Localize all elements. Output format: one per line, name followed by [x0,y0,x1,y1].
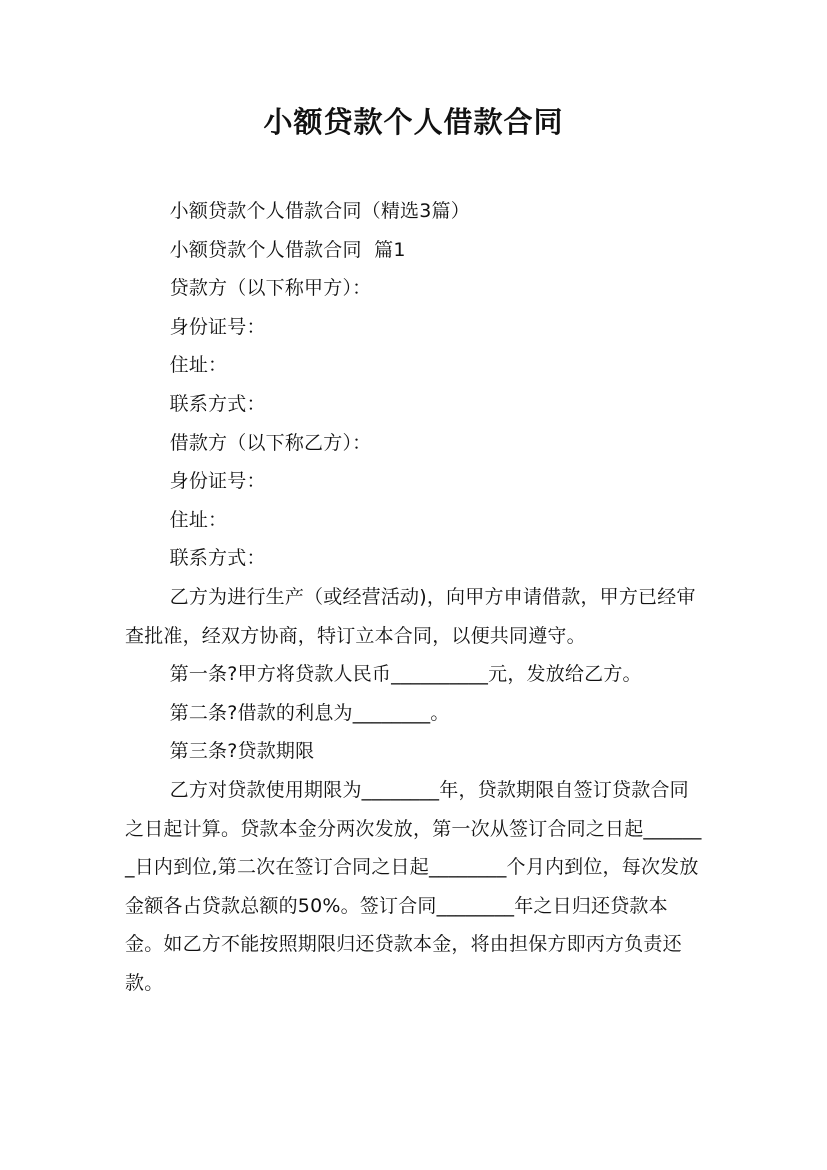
borrower-id-label: 身份证号： [169,470,266,493]
article-2: 第二条?借款的利息为________。 [169,701,450,724]
article-3-heading: 第三条?贷款期限 [169,740,315,763]
article-1: 第一条?甲方将贷款人民币__________元，发放给乙方。 [169,663,642,686]
borrower-address-label: 住址： [169,508,228,531]
subtitle-line: 小额贷款个人借款合同（精选3篇） [169,200,470,222]
borrower-label: 借款方（以下称乙方）： [169,431,372,454]
article-3-paragraph: 乙方对贷款使用期限为________年，贷款期限自签订贷款合同之日起计算。贷款本金分两次发放，第一次从签订合同之日起_______日内到位,第二次在签订合同之日起________个月内到位，每次发放金额各占贷款总额的50%。签订合同________年之日归还贷款本金。如乙方不能按照期限归还贷款本金，将由担保方即丙方负责还款。 [125,778,702,994]
document-title: 小额贷款个人借款合同 [263,105,564,139]
borrower-contact-label: 联系方式： [169,547,266,570]
intro-paragraph: 乙方为进行生产（或经营活动)，向甲方申请借款，甲方已经审查批准，经双方协商，特订立本合同，以便共同遵守。 [125,585,696,647]
lender-id-label: 身份证号： [169,315,266,338]
lender-contact-label: 联系方式： [169,392,266,415]
lender-address-label: 住址： [169,354,228,377]
section-heading: 小额贷款个人借款合同 篇1 [169,238,406,261]
document-body [125,192,705,1002]
lender-label: 贷款方（以下称甲方）： [169,277,372,300]
